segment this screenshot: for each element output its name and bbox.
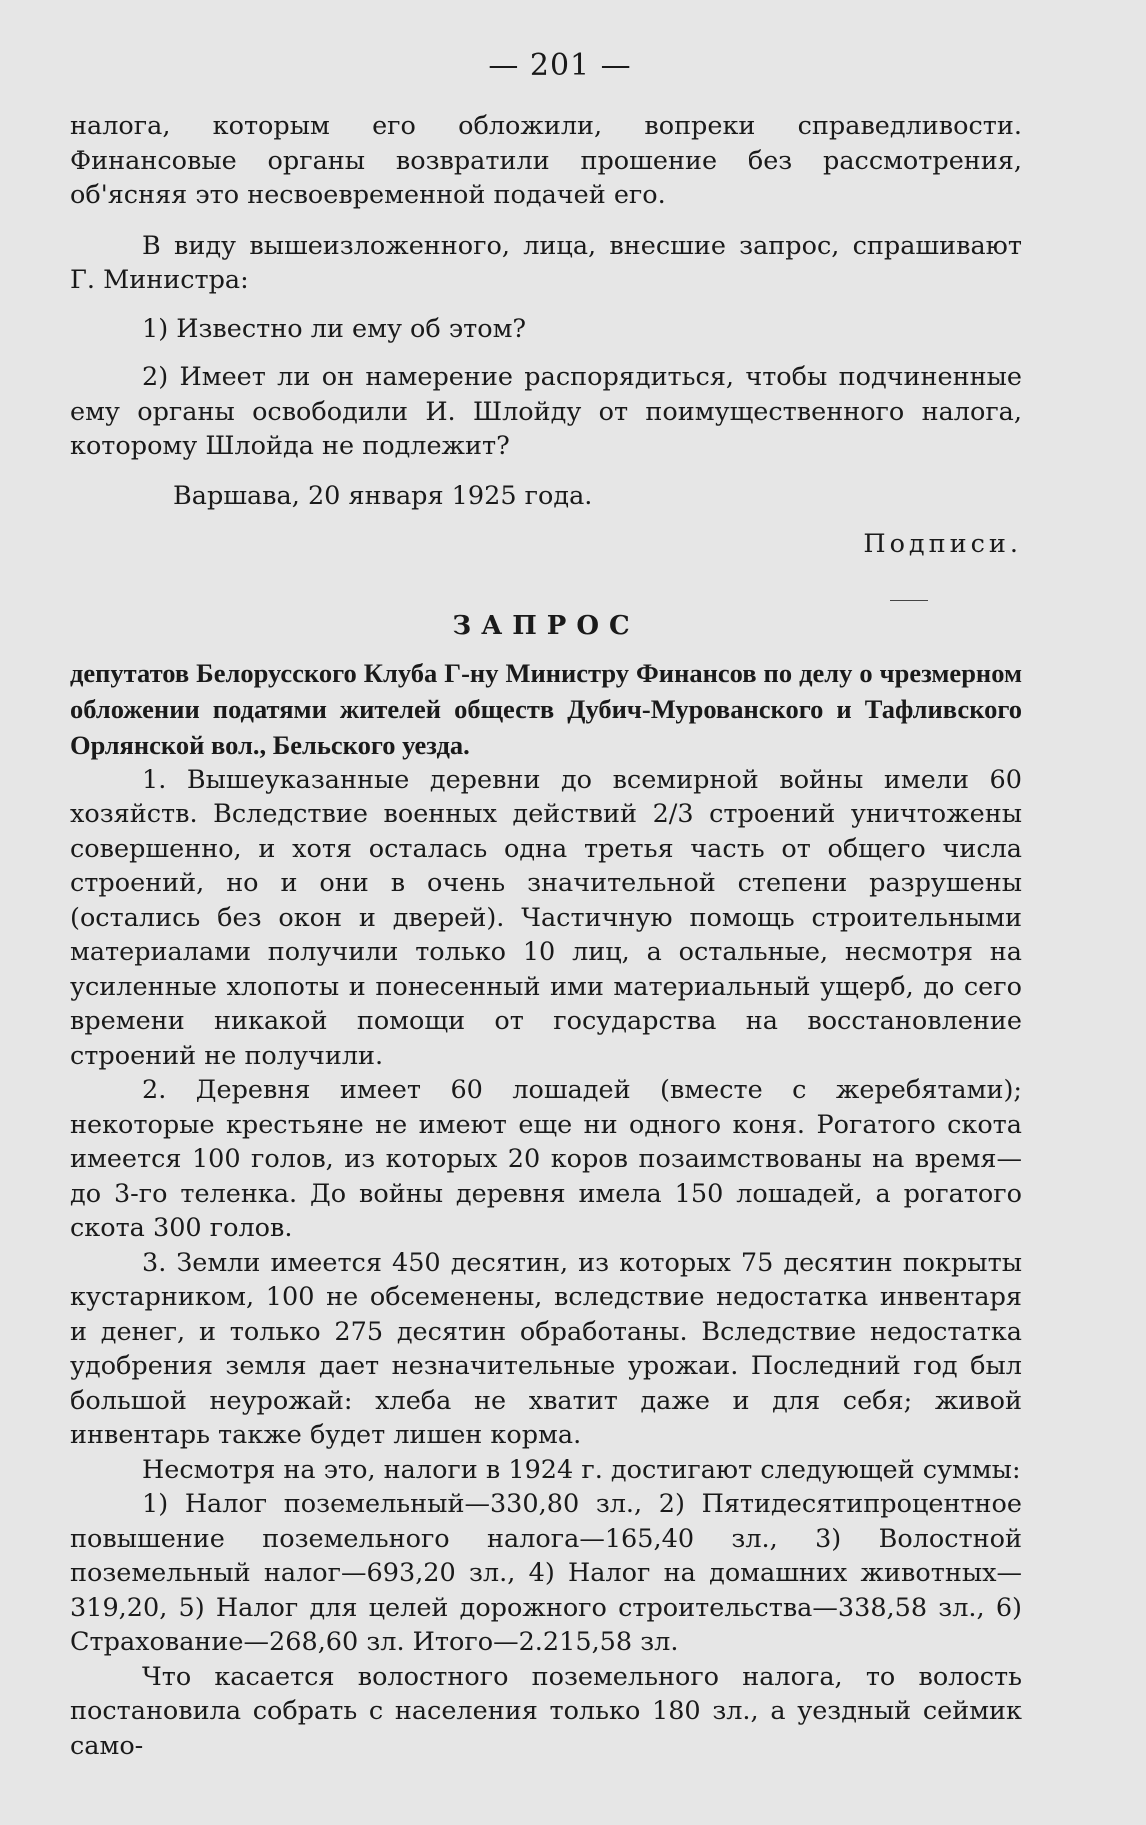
section-divider [890,600,928,601]
request-point-1: 1. Вышеуказанные деревни до всемирной войны имели 60 хозяйств. Вследствие военных действий 2/3 строений уничтожены совершенно, и хотя осталась одна третья часть от общего числа строений, но и они в очень значительной степени разрушены (остались без окон и дверей). Частичную помощь строительными материалами получили только 10 лиц, а остальные, несмотря на усиленные хлопоты и понесенный ими материальный ущерб, до сего времени никакой помощи от государства на восстановление строений не получили. [70,764,1022,1071]
request-body [70,763,1022,1764]
question-1: 1) Известно ли ему об этом? [142,313,527,344]
last-paragraph: Что касается волостного поземельного налога, то волость постановила собрать с населения только 180 зл., а уездный сеймик само- [70,1661,1022,1761]
request-subheading: депутатов Белорусского Клуба Г-ну Министру Финансов по делу о чрезмерном обложении податями жителей обществ Дубич-Мурованского и Тафливского Орлянской вол., Бельского уезда. [70,657,1022,760]
request-point-3: 3. Земли имеется 450 десятин, из которых 75 десятин покрыты кустарником, 100 не обсеменены, вследствие недостатка инвентаря и денег, и только 275 десятин обработаны. Вследствие недостатка удобрения земля дает незначительные урожаи. Последний год был большой неурожай: хлеба не хватит даже и для себя; живой инвентарь также будет лишен корма. [70,1247,1022,1450]
taxes-list: 1) Налог поземельный—330,80 зл., 2) Пятидесятипроцентное повышение поземельного налога—165,40 зл., 3) Волостной поземельный налог—693,20 зл., 4) Налог на домашних животных—319,20, 5) Налог для целей дорожного строительства—338,58 зл., 6) Страхование—268,60 зл. Итого—2.215,58 зл. [70,1489,1022,1657]
place-date: Варшава, 20 января 1925 года. [173,480,593,511]
signatures: Подписи. [863,529,1022,559]
intro-paragraph: налога, которым его обложили, вопреки справедливости. Финансовые органы возвратили прошение без рассмотрения, об'ясняя это несвоевременной подачей его. [70,111,1022,210]
page-number: — 201 — [488,48,632,83]
request-point-2: 2. Деревня имеет 60 лошадей (вместе с жеребятами); некоторые крестьяне не имеют еще ни одного коня. Рогатого скота имеется 100 голов, из которых 20 коров позаимствованы на время—до 3-го теленка. До войны деревня имела 150 лошадей, а рогатого скота 300 голов. [70,1075,1022,1243]
taxes-intro: Несмотря на это, налоги в 1924 г. достигают следующей суммы: [142,1454,1021,1485]
question-2: 2) Имеет ли он намерение распорядиться, чтобы подчиненные ему органы освободили И. Шлойду от поимущественного налога, которому Шлойда не подлежит? [70,362,1022,461]
inquiry-paragraph: В виду вышеизложенного, лица, внесшие запрос, спрашивают Г. Министра: [70,230,1022,295]
request-heading: ЗАПРОС [452,610,640,641]
